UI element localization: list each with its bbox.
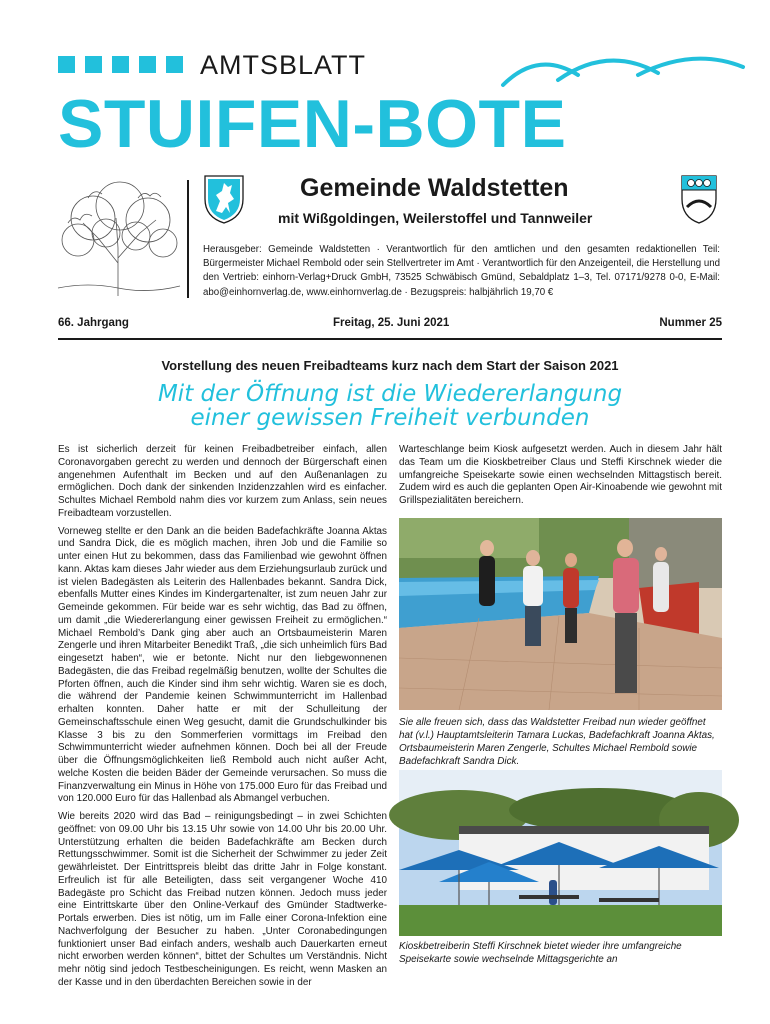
square-icon xyxy=(166,56,183,73)
municipality-name: Gemeinde Waldstetten xyxy=(300,174,569,202)
masthead-title: STUIFEN-BOTE xyxy=(58,86,567,162)
imprint-text: Herausgeber: Gemeinde Waldstetten · Verantwortlich für den amtlichen und den gesamten redaktionellen Teil: Bürgermeister Michael Rembold oder sein Stellvertreter im Amt · Verantwortlich für den Anzeigenteil, die Herstellung und den Vertrieb: einhorn-Verlag+Druck GmbH, 73525 Schwäbisch Gmünd, Sebaldplatz 1–3, Tel. 07171/9278 0-0, E-Mail: abo@einhornverlag.de, www.einhornverlag.de · Bezugspreis: halbjährlich 19,70 € xyxy=(203,244,720,298)
amtsblatt-label: AMTSBLATT xyxy=(200,50,367,80)
square-icon xyxy=(85,56,102,73)
photo-caption: Sie alle freuen sich, dass das Waldstetter Freibad nun wieder geöffnet hat (v.l.) Hauptamtsleiterin Tamara Luckas, Badefachkraft Joanna Aktas, Ortsbaumeisterin Maren Zengerle, Schultes Michael Rembold sowie Badefachkraft Sandra Dick. xyxy=(399,717,715,767)
coat-of-arms-icon xyxy=(202,173,246,225)
volume-label: 66. Jahrgang xyxy=(58,317,129,329)
article-paragraph: Vorneweg stellte er den Dank an die beiden Badefachkräfte Joanna Aktas und Sandra Dick, die es möglich machen, ihren Job und die Familie so unter einen Hut zu bekommen, dass das Familienbad wie gewohnt öffnen kann. Aktas kam dieses Jahr wieder aus dem Erziehungsurlaub zurück und ist vielen Badegästen als Leiterin des Hallenbades bekannt. Sandra Dick, ebenfalls Mutter eines Kindes im Kindergartenalter, ist zum neuen Jahr zur Gemeinde gekommen. Für beide war es sehr wichtig, das Bad zu öffnen, um damit „die Wiedererlangung einer gewissen Freiheit zu ermöglichen.“ Michael Rembold’s Dank ging aber auch an Ortsbaumeisterin Maren Zengerle und ihren Mitarbeiter Benedikt Traß, „die sich unheimlich fürs Bad eingesetzt haben“, wie er betonte. Nicht nur den liebgewonnenen Badegästen, die das Freibad regelmäßig benutzen, wollte der Schultes die Pforten öffnen, auch die Kinder sind ihm sehr wichtig. Waren sie es doch, die während der Pandemie keinen Schwimmunterricht im Hallenbad erhalten konnten. Daher hatte er mit der Schulleitung der Gemeinschaftsschule einen Weg gesucht, damit die Grundschulkinder bis Klasse 3 bis zu den Sommerferien vormittags im Freibad den Schwimmunterricht wieder aufnehmen können. Doch bei all der Freude über die Öffnungsmöglichkeiten ließ Rembold auch nicht außer Acht, welche Kosten die beiden Bäder der Gemeinde verursachen. So muss die Finanzverwaltung ein Minus in Höhe von 175.000 Euro für das Freibad und von 120.000 Euro für das Hallenbad als Abmangel verbuchen. xyxy=(58,525,387,805)
issue-number: Nummer 25 xyxy=(659,317,722,329)
square-icon xyxy=(58,56,75,73)
headline-line: Mit der Öffnung ist die Wiedererlangung xyxy=(157,381,623,407)
article-paragraph: Wie bereits 2020 wird das Bad – reinigungsbedingt – in zwei Schichten geöffnet: von 09.00 Uhr bis 13.15 Uhr sowie von 14.00 Uhr bis 20.00 Uhr. Unterstützung erhalten die beiden Badefachkräfte am Becken durch Rettungsschwimmer. Somit ist die Sicherheit der Schwimmer zu jeder Zeit gewährleistet. Der Eintrittspreis bleibt das dritte Jahr in Folge konstant. Erfreulich ist für alle Beteiligten, dass seit vergangener Woche 410 Badegäste pro Schicht das Freibad nutzen können. Jedoch muss jeder eine Eintrittskarte über den Online-Verkauf des Gmünder Stadtwerke-Portals erwerben. Dies ist nötig, um im Falle einer Corona-Infektion eine Nachverfolgung der Besucher zu haben. „Unter Coronabedingungen funktioniert unser Bad einfach anders, weshalb auch Dauerkarten erneut nicht erworben werden können“, bittet der Schultes um Verständnis. Nicht mehr nötig sind jedoch Testbescheinigungen. Es reicht, wenn Masken an der Kasse und in den überdachten Bereichen sowie in der xyxy=(58,811,387,988)
article-column-right xyxy=(399,444,722,514)
article-kicker: Vorstellung des neuen Freibadteams kurz nach dem Start der Saison 2021 xyxy=(161,358,619,373)
article-headline xyxy=(58,382,722,430)
tree-illustration-icon xyxy=(58,178,180,296)
horizontal-rule xyxy=(58,338,722,340)
square-icon xyxy=(112,56,129,73)
issue-date: Freitag, 25. Juni 2021 xyxy=(333,317,450,329)
coat-of-arms-icon xyxy=(679,173,719,225)
photo-caption: Kioskbetreiberin Steffi Kirschnek bietet wieder ihre umfangreiche Speisekarte sowie wechselnde Mittagsgerichte an xyxy=(399,941,682,965)
article-paragraph: Es ist sicherlich derzeit für keinen Freibadbetreiber einfach, allen Coronavorgaben gerecht zu werden und dennoch der Bürgerschaft einen angenehmen Aufenthalt im Becken und auf den Außenanlagen zu ermöglichen. Doch dank der sinkenden Inzidenzzahlen wird es einfacher. Schultes Michael Rembold nahm dies vor kurzem zum Anlass, sein neues Freibadteam vorzustellen. xyxy=(58,444,387,519)
team-photo xyxy=(399,518,722,710)
districts-subtitle: mit Wißgoldingen, Weilerstoffel und Tannweiler xyxy=(278,210,593,226)
kiosk-photo xyxy=(399,770,722,936)
article-column-left xyxy=(58,444,387,988)
headline-line: einer gewissen Freiheit verbunden xyxy=(190,405,590,431)
vertical-rule xyxy=(187,180,189,298)
article-paragraph: Warteschlange beim Kiosk aufgesetzt werden. Auch in diesem Jahr hält das Team um die Kioskbetreiber Claus und Steffi Kirschnek wieder die umfangreiche Speisekarte sowie einen wechselnden Mittagstisch bereit. Zudem wird es auch die geplanten Open Air-Kinoabende wie gewohnt mit Grillspezialitäten bereichern. xyxy=(399,444,722,506)
square-icon xyxy=(139,56,156,73)
